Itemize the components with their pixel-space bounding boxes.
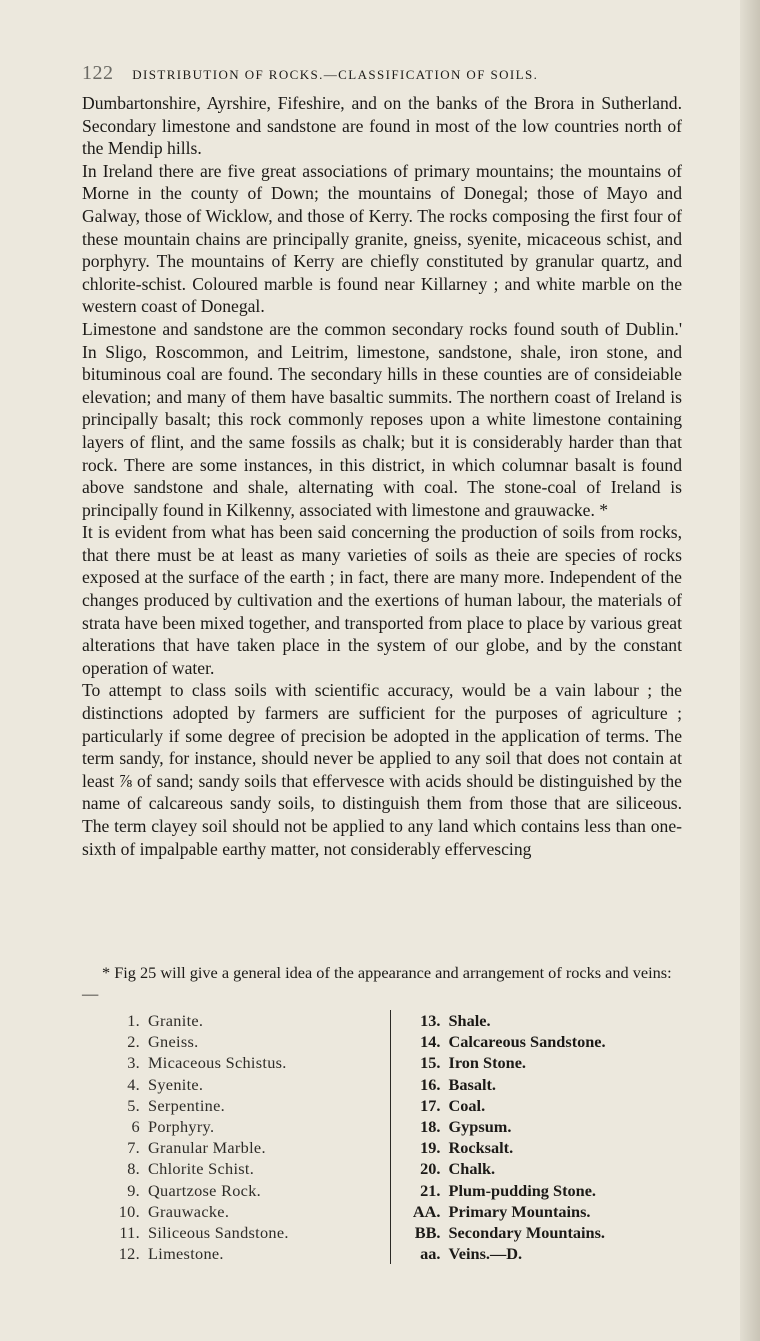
- legend-number: 14.: [420, 1032, 441, 1052]
- legend-label: Porphyry.: [148, 1117, 215, 1137]
- legend-label: Calcareous Sandstone.: [448, 1032, 606, 1052]
- footnote-intro: * Fig 25 will give a general idea of the appearance and arrangement of rocks and veins:—: [82, 963, 672, 1003]
- legend-number: 20.: [420, 1159, 441, 1179]
- legend-item: [409, 1158, 683, 1179]
- legend-number: 8.: [127, 1159, 140, 1179]
- legend-label: Primary Mountains.: [448, 1201, 591, 1221]
- legend-label: Coal.: [448, 1095, 486, 1115]
- footnote: [82, 962, 682, 1264]
- paragraph: Dumbartonshire, Ayrshire, Fifeshire, and on the banks of the Brora in Sutherland. Secondary limestone and sandstone are found in most of the low countries north of the Mendip hills.: [82, 93, 682, 159]
- legend-label: Serpentine.: [148, 1095, 225, 1115]
- rock-legend: [108, 1010, 682, 1264]
- legend-number: BB.: [414, 1222, 441, 1242]
- legend-label: Micaceous Schistus.: [148, 1053, 287, 1073]
- legend-item: [409, 1116, 683, 1137]
- legend-label: Basalt.: [448, 1074, 496, 1094]
- legend-item: [108, 1095, 382, 1116]
- legend-label: Syenite.: [148, 1074, 204, 1094]
- legend-number: 1.: [127, 1011, 140, 1031]
- legend-number: 19.: [420, 1138, 441, 1158]
- legend-item: [108, 1052, 382, 1073]
- running-header: [82, 62, 682, 85]
- legend-number: 5.: [127, 1095, 140, 1115]
- legend-label: Chalk.: [448, 1159, 496, 1179]
- legend-column-left: [108, 1010, 391, 1264]
- legend-item: [409, 1052, 683, 1073]
- page-number: 122: [82, 62, 114, 84]
- legend-item: [108, 1243, 382, 1264]
- running-title: DISTRIBUTION OF ROCKS.—CLASSIFICATION OF SOILS.: [132, 67, 539, 82]
- legend-label: Quartzose Rock.: [148, 1180, 262, 1200]
- legend-number: 3.: [127, 1053, 140, 1073]
- legend-number: 17.: [420, 1095, 441, 1115]
- legend-item: [108, 1201, 382, 1222]
- legend-item: [409, 1201, 683, 1222]
- legend-number: 13.: [420, 1011, 441, 1031]
- legend-label: Granular Marble.: [148, 1138, 266, 1158]
- paragraph: To attempt to class soils with scientific accuracy, would be a vain labour ; the distinctions adopted by farmers are sufficient for the purposes of agriculture ; particularly if some degree of precision be adopted in the application of terms. The term sandy, for instance, should never be applied to any soil that does not contain at least ⅞ of sand; sandy soils that effervesce with acids should be distinguished by the name of calcareous sandy soils, to distinguish them from those that are siliceous. The term clayey soil should not be applied to any land which contains less than one-sixth of impalpable earthy matter, not considerably effervescing: [82, 680, 682, 859]
- legend-label: Siliceous Sandstone.: [148, 1222, 289, 1242]
- legend-label: Veins.—D.: [448, 1244, 523, 1264]
- legend-item: [409, 1010, 683, 1031]
- legend-column-right: [391, 1010, 683, 1264]
- legend-item: [409, 1180, 683, 1201]
- body-text: [82, 92, 682, 860]
- legend-label: Gneiss.: [148, 1032, 199, 1052]
- legend-label: Chlorite Schist.: [148, 1159, 255, 1179]
- legend-item: [409, 1095, 683, 1116]
- legend-item: [108, 1074, 382, 1095]
- legend-item: [108, 1010, 382, 1031]
- legend-item: [108, 1158, 382, 1179]
- legend-label: Gypsum.: [448, 1117, 512, 1137]
- legend-number: 4.: [127, 1074, 140, 1094]
- legend-label: Grauwacke.: [148, 1201, 230, 1221]
- legend-item: [108, 1180, 382, 1201]
- legend-item: [108, 1031, 382, 1052]
- paragraph: Limestone and sandstone are the common secondary rocks found south of Dublin.' In Sligo, Roscommon, and Leitrim, limestone, sandstone, shale, iron stone, and bituminous coal are found. The secondary hills in these counties are of consideiable elevation; and many of them have basaltic summits. The northern coast of Ireland is principally basalt; this rock commonly reposes upon a white limestone containing layers of flint, and the same fossils as chalk; but it is considerably harder than that rock. There are some instances, in this district, in which columnar basalt is found above sandstone and shale, alternating with coal. The stone-coal of Ireland is principally found in Kilkenny, associated with limestone and grauwacke. *: [82, 318, 682, 520]
- legend-number: 2.: [127, 1032, 140, 1052]
- legend-label: Iron Stone.: [448, 1053, 527, 1073]
- legend-number: 18.: [420, 1117, 441, 1137]
- legend-number: AA.: [412, 1201, 441, 1221]
- legend-item: [108, 1222, 382, 1243]
- legend-number: 7.: [127, 1138, 140, 1158]
- legend-item: [409, 1222, 683, 1243]
- legend-label: Rocksalt.: [448, 1138, 514, 1158]
- legend-number: 11.: [119, 1222, 140, 1242]
- legend-label: Secondary Mountains.: [448, 1222, 606, 1242]
- paragraph: In Ireland there are five great associations of primary mountains; the mountains of Morne in the county of Down; the mountains of Donegal; those of Mayo and Galway, those of Wicklow, and those of Kerry. The rocks composing the first four of these mountain chains are principally granite, gneiss, syenite, micaceous schist, and porphyry. The mountains of Kerry are chiefly constituted by granular quartz, and chlorite-schist. Coloured marble is found near Killarney ; and white marble on the western coast of Donegal.: [82, 160, 682, 317]
- legend-number: 6: [131, 1117, 140, 1137]
- legend-label: Granite.: [148, 1011, 204, 1031]
- legend-number: aa.: [420, 1244, 441, 1264]
- legend-label: Limestone.: [148, 1244, 224, 1264]
- legend-item: [409, 1243, 683, 1264]
- legend-item: [409, 1137, 683, 1158]
- legend-number: 16.: [420, 1074, 441, 1094]
- legend-number: 10.: [118, 1201, 140, 1221]
- legend-item: [409, 1031, 683, 1052]
- legend-number: 21.: [420, 1180, 441, 1200]
- legend-item: [409, 1074, 683, 1095]
- page-edge-shadow: [740, 0, 760, 1341]
- legend-item: [108, 1137, 382, 1158]
- legend-item: [108, 1116, 382, 1137]
- legend-number: 12.: [118, 1244, 140, 1264]
- legend-number: 15.: [420, 1053, 441, 1073]
- legend-label: Shale.: [448, 1011, 491, 1031]
- paragraph: It is evident from what has been said concerning the production of soils from rocks, that there must be at least as many varieties of soils as theie are species of rocks exposed at the surface of the earth ; in fact, there are many more. Independent of the changes produced by cultivation and the exertions of human labour, the materials of strata have been mixed together, and transported from place to place by various great alterations that have taken place in the system of our globe, and by the constant operation of water.: [82, 522, 682, 678]
- legend-label: Plum-pudding Stone.: [448, 1180, 596, 1200]
- legend-number: 9.: [127, 1180, 140, 1200]
